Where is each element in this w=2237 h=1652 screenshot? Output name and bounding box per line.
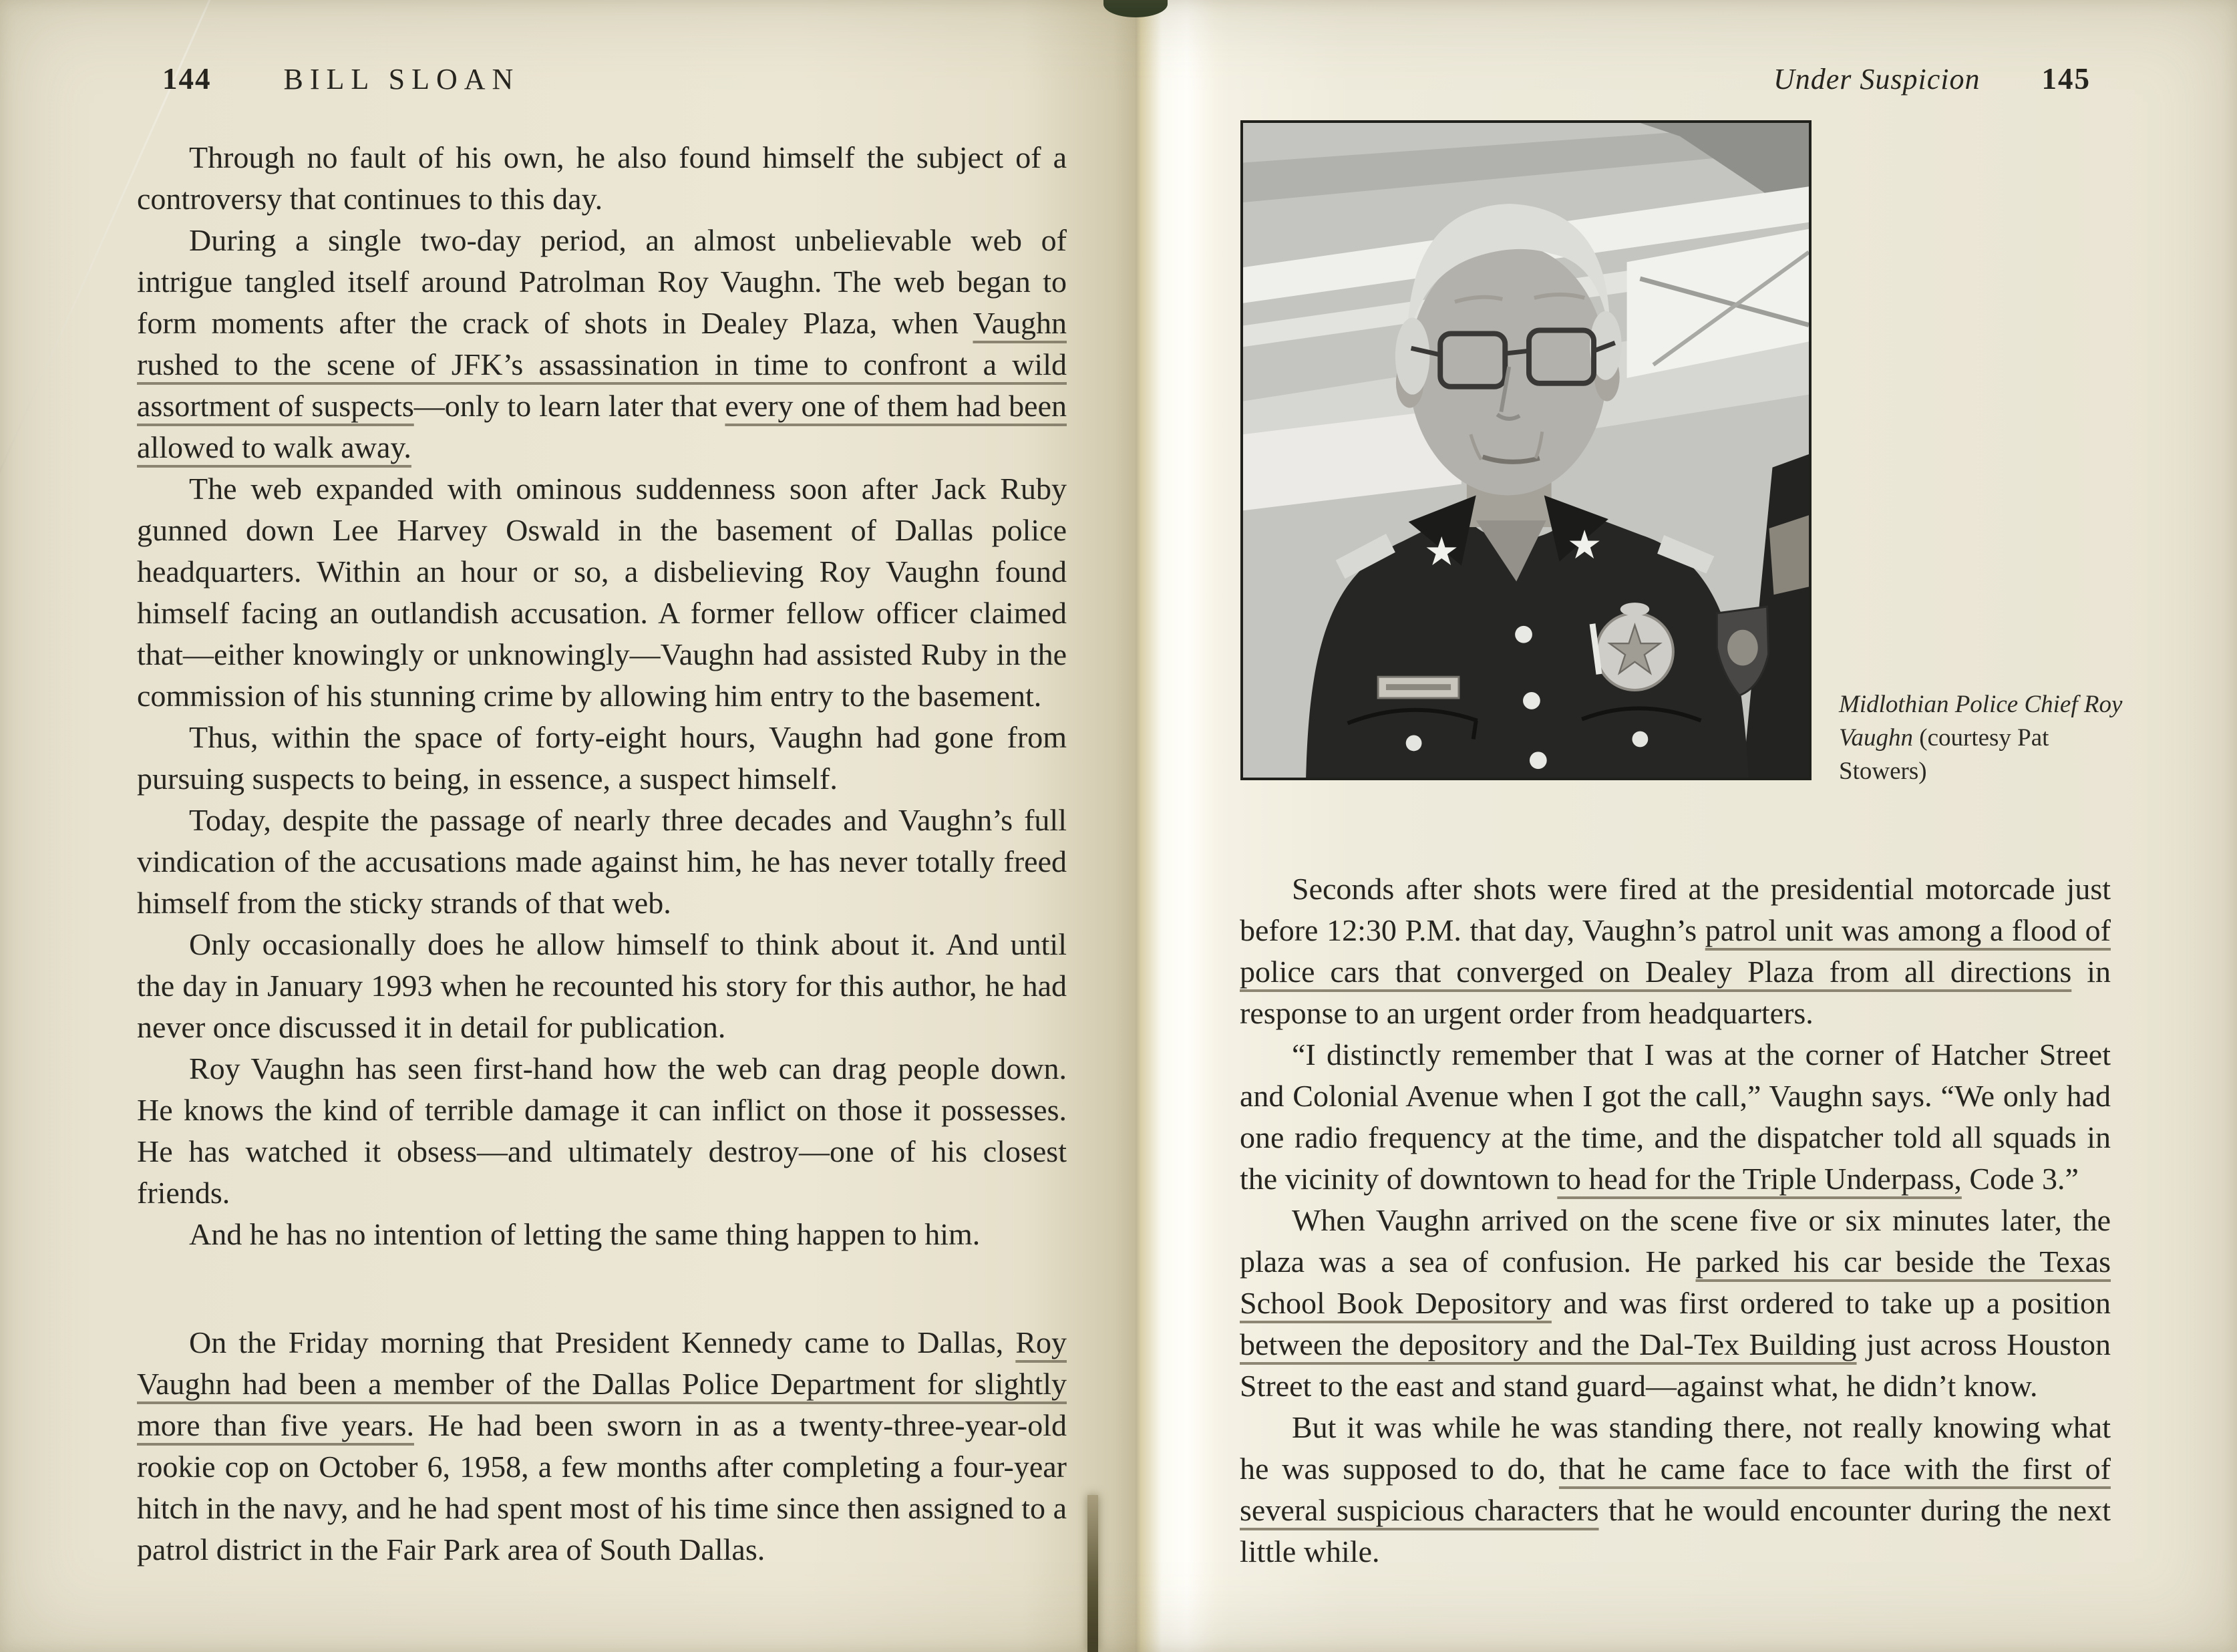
paragraph — [137, 717, 1067, 800]
police-chief-photo — [1240, 120, 1812, 780]
pencil-underlined-text: parked his car beside the Texas School Book Depository — [1240, 1245, 2111, 1320]
pencil-underlined-text: Roy Vaughn had been a member of the Dallas Police Department for slightly more than five years. — [137, 1325, 1067, 1442]
caption-roman-text: (courtesy Pat Stowers) — [1839, 724, 2049, 785]
right-page-text — [1240, 868, 2111, 1573]
paragraph — [1240, 1407, 2111, 1573]
text-segment: Thus, within the space of forty-eight hours, Vaughn had gone from pursuing suspects to being, in essence, a suspect himself. — [137, 720, 1067, 796]
text-segment: in response to an urgent order from headquarters. — [1240, 955, 2111, 1030]
text-segment: On the Friday morning that President Kennedy came to Dallas, — [189, 1325, 1016, 1359]
left-running-head — [162, 61, 520, 96]
paragraph — [1240, 868, 2111, 1034]
text-segment: Through no fault of his own, he also found himself the subject of a controversy that continues to this day. — [137, 140, 1067, 216]
book-gutter — [1136, 0, 1229, 1652]
pencil-underlined-text: that he came face to face with the first of several suspicious characters — [1240, 1452, 2111, 1527]
caption-italic-text: Midlothian Police Chief Roy Vaughn — [1839, 691, 2123, 752]
pencil-underlined-text: Vaughn rushed to the scene of JFK’s assassination in time to confront a wild assortment of suspects — [137, 306, 1067, 423]
text-segment: Code 3.” — [1961, 1162, 2079, 1196]
police-chief-photo-illustration — [1243, 123, 1809, 778]
paragraph — [137, 1214, 1067, 1255]
text-segment: Today, despite the passage of nearly three decades and Vaughn’s full vindication of the accusations made against him, he has never totally freed himself from the sticky strands of that web. — [137, 803, 1067, 920]
paragraph — [137, 220, 1067, 468]
paragraph — [1240, 1034, 2111, 1200]
pencil-underlined-text: patrol unit was among a flood of police cars that converged on Dealey Plaza from all directions — [1240, 913, 2111, 989]
paragraph — [137, 468, 1067, 717]
right-running-head — [1773, 61, 2091, 96]
text-segment: During a single two-day period, an almost unbelievable web of intrigue tangled itself around Patrolman Roy Vaughn. The web began to form moments after the crack of shots in Dealey Plaza, when — [137, 223, 1067, 340]
text-segment: Roy Vaughn has seen first-hand how the web can drag people down. He knows the kind of terrible damage it can inflict on those it possesses. He has watched it obsess—and ultimately destroy—one of his closest friends. — [137, 1051, 1067, 1210]
text-segment: —only to learn later that — [413, 389, 725, 423]
left-running-title: BILL SLOAN — [283, 63, 520, 96]
right-running-title: Under Suspicion — [1773, 63, 1981, 96]
right-page-number: 145 — [2041, 62, 2091, 96]
spine-bottom-shadow — [1087, 1495, 1098, 1652]
paragraph — [137, 924, 1067, 1048]
text-segment: that he would encounter during the next little while. — [1240, 1493, 2111, 1568]
paragraph — [137, 1048, 1067, 1214]
left-page-text — [137, 137, 1067, 1571]
text-segment: “I distinctly remember that I was at the corner of Hatcher Street and Colonial Avenue when I got the call,” Vaughn says. “We only had one radio frequency at the time, and the dispatcher told all squads in the vicinity of downtown — [1240, 1037, 2111, 1196]
paragraph — [1240, 1200, 2111, 1407]
text-segment: The web expanded with ominous suddenness soon after Jack Ruby gunned down Lee Harvey Oswald in the basement of Dallas police headquarters. Within an hour or so, a disbelieving Roy Vaughn found himself facing an outlandish accusation. A former fellow officer claimed that—either knowingly or unknowingly—Vaughn had assisted Ruby in the commission of his stunning crime by allowing him entry to the basement. — [137, 472, 1067, 713]
text-segment: Seconds after shots were fired at the presidential motorcade just before 12:30 P.M. that day, Vaughn’s — [1240, 872, 2111, 947]
paragraph — [137, 1322, 1067, 1571]
paragraph — [137, 137, 1067, 220]
text-segment: He had been sworn in as a twenty-three-year-old rookie cop on October 6, 1958, a few months after completing a four-year hitch in the navy, and he had spent most of his time since then assigned to a patrol district in the Fair Park area of South Dallas. — [137, 1408, 1067, 1566]
text-segment: But it was while he was standing there, not really knowing what he was supposed to do, — [1240, 1410, 2111, 1486]
pencil-underlined-text: every one of them had been allowed to walk away. — [137, 389, 1067, 464]
paragraph — [137, 800, 1067, 924]
text-segment: And he has no intention of letting the same thing happen to him. — [189, 1217, 981, 1251]
pencil-underlined-text: to head for the Triple Underpass, — [1557, 1162, 1962, 1196]
photo-caption — [1839, 688, 2130, 788]
pencil-underlined-text: between the depository and the Dal-Tex Building — [1240, 1327, 1857, 1361]
text-segment: and was first ordered to take up a position — [1551, 1286, 2111, 1320]
text-segment: just across Houston Street to the east and stand guard—against what, he didn’t know. — [1240, 1327, 2111, 1403]
left-page-number: 144 — [162, 62, 212, 96]
text-segment: When Vaughn arrived on the scene five or six minutes later, the plaza was a sea of confusion. He — [1240, 1203, 2111, 1279]
text-segment: Only occasionally does he allow himself to think about it. And until the day in January 1993 when he recounted his story for this author, he had never once discussed it in detail for publication. — [137, 927, 1067, 1044]
